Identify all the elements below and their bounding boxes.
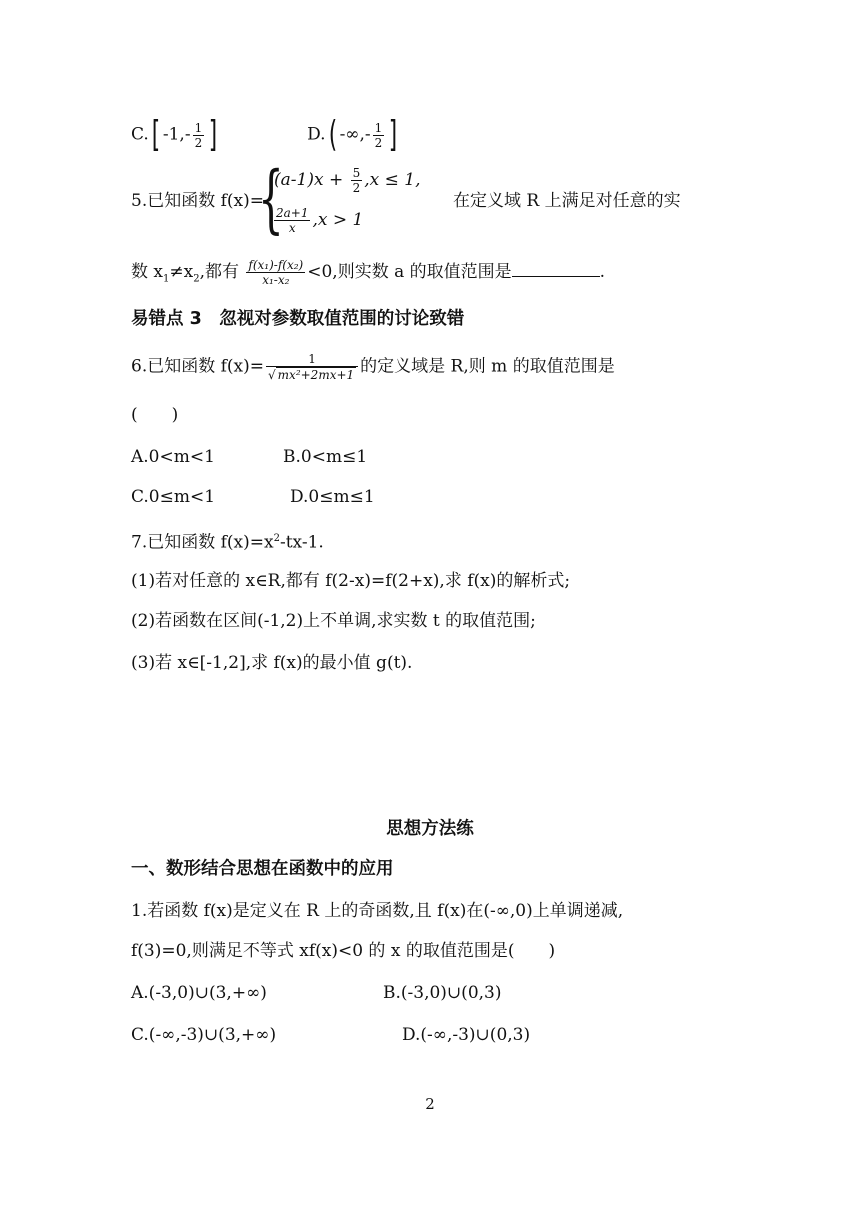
method-section-title: 思想方法练 [386, 819, 474, 839]
section3-title: 易错点 3 忽视对参数取值范围的讨论致错 [131, 309, 465, 329]
option-c-label: C. [131, 124, 149, 145]
q1-line2: f(3)=0,则满足不等式 xf(x)<0 的 x 的取值范围是( ) [131, 941, 556, 961]
q1-option-a: A.(-3,0)∪(3,+∞) [131, 983, 267, 1003]
answer-blank [512, 260, 600, 277]
bracket-left: [ [151, 114, 161, 155]
q5-line2: 数 $x_1\ne x_2$,都有 $\frac{\text{f(x₁)-f(x₂)}}{\text{x₁-x₂}}$ <0,则实数 a 的取值范围是 . [131, 258, 606, 287]
q7-part1: (1)若对任意的 x∈R,都有 f(2-x)=f(2+x),求 f(x)的解析式; [131, 571, 571, 591]
q5-piecewise [258, 156, 458, 244]
q1-option-c: C.(-∞,-3)∪(3,+∞) [131, 1025, 277, 1045]
paren-left: ( [328, 114, 337, 155]
options-row-prev [131, 114, 400, 155]
bracket-right: ] [389, 114, 398, 155]
q1-option-b: B.(-3,0)∪(0,3) [383, 983, 502, 1003]
q7-stem: 7.已知函数 $f(x)=x^2-tx-1$. [131, 532, 324, 553]
option-c-fraction: $\frac{1}{2}$ [194, 120, 203, 150]
q6-stem: 6.已知函数 f(x)= $\frac{1}{\text{√ mx²+2mx+1}}$ 的定义域是 R,则 m 的取值范围是 [131, 352, 615, 382]
q7-part3: (3)若 x∈[-1,2],求 f(x)的最小值 g(t). [131, 653, 413, 673]
q7-part2: (2)若函数在区间(-1,2)上不单调,求实数 t 的取值范围; [131, 611, 536, 631]
option-c-value: -1,- [162, 124, 191, 145]
q5-condition-fraction: $\frac{\text{f(x₁)-f(x₂)}}{\text{x₁-x₂}}$ [248, 258, 304, 287]
option-d-fraction: $\frac{1}{2}$ [374, 120, 383, 150]
option-d-label: D. [307, 124, 326, 145]
q1-line1: 1.若函数 f(x)是定义在 R 上的奇函数,且 f(x)在(-∞,0)上单调递减, [131, 901, 624, 921]
page-number: 2 [425, 1095, 435, 1113]
q1-option-d: D.(-∞,-3)∪(0,3) [402, 1025, 531, 1045]
q6-option-c: C.0≤m<1 [131, 487, 216, 507]
method-subtitle: 一、数形结合思想在函数中的应用 [131, 859, 394, 879]
brace-icon: { [258, 156, 284, 242]
q6-option-a: A.0<m<1 [131, 447, 215, 467]
q6-option-d: D.0≤m≤1 [290, 487, 375, 507]
bracket-right: ] [209, 114, 218, 155]
q6-fraction: $\frac{1}{\text{√ mx²+2mx+1}}$ [266, 352, 358, 382]
q5-case2: $\frac{2a+1}{x}$ ,x > 1 [276, 206, 364, 235]
q6-answer-paren: ( ) [131, 405, 179, 425]
q5-prefix: 5.已知函数 f(x)= [131, 191, 265, 211]
q6-option-b: B.0<m≤1 [283, 447, 368, 467]
q5-case1: (a-1)x + $\frac{5}{2}$ ,x ≤ 1, [274, 166, 421, 195]
option-d-value: -∞,- [339, 124, 371, 145]
q5-suffix: 在定义域 R 上满足对任意的实 [453, 191, 681, 211]
